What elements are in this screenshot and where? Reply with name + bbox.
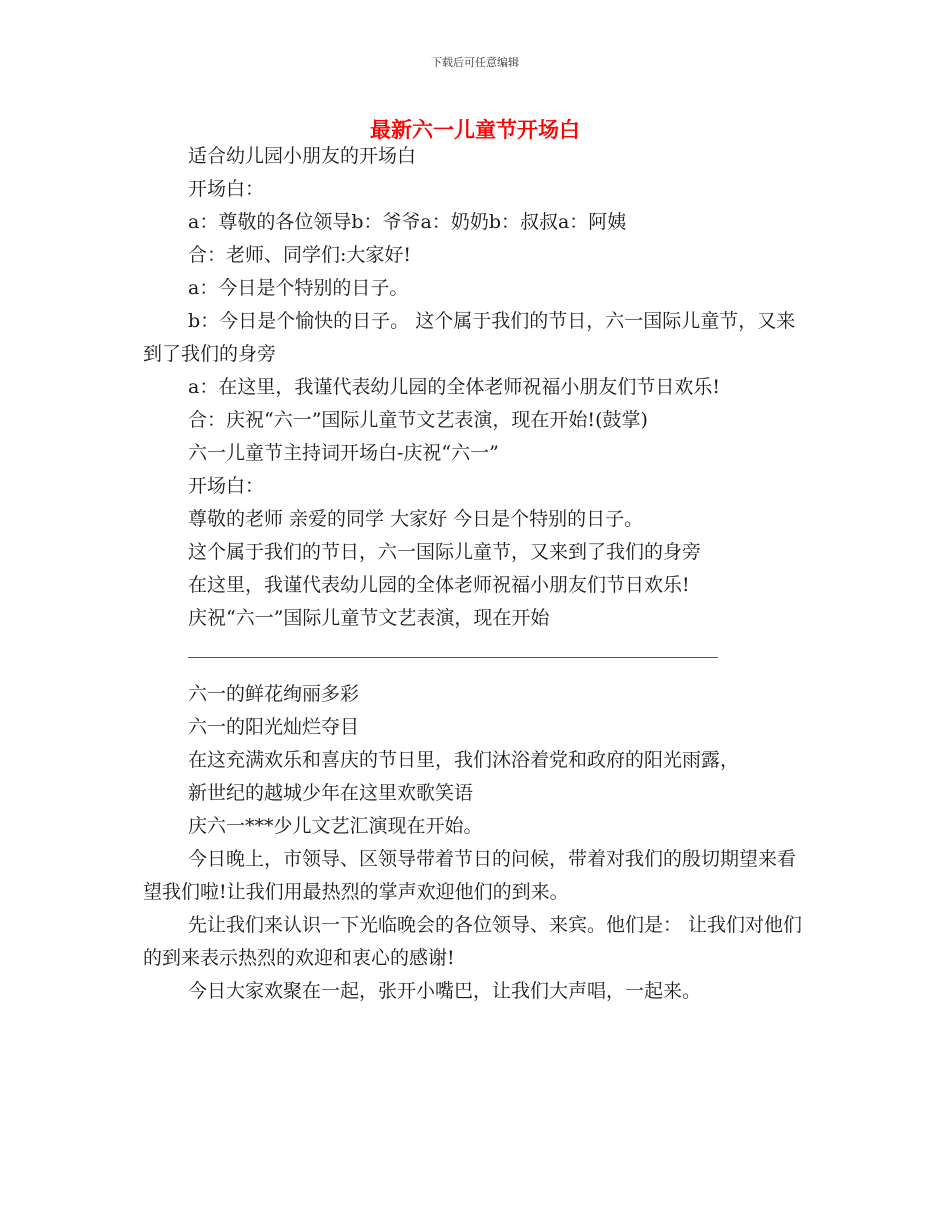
paragraph: 六一的鲜花绚丽多彩 [188,683,360,705]
header-note: 下载后可任意编辑 [431,56,519,69]
paragraph: a：尊敬的各位领导b：爷爷a：奶奶b：叔叔a：阿姨 [188,211,627,233]
paragraph: 先让我们来认识一下光临晚会的各位领导、来宾。他们是： 让我们对他们的到来表示热烈的欢迎和衷心的感谢! [143,914,803,969]
paragraph: 六一儿童节主持词开场白-庆祝“六一” [188,442,499,464]
paragraph: b：今日是个愉快的日子。 这个属于我们的节日，六一国际儿童节，又来到了我们的身旁 [143,310,796,365]
paragraph: 适合幼儿园小朋友的开场白 [188,145,417,167]
paragraph: a：今日是个特别的日子。 [188,277,409,299]
paragraph: 尊敬的老师 亲爱的同学 大家好 今日是个特别的日子。 [188,508,644,530]
paragraph: 合：庆祝“六一”国际儿童节文艺表演，现在开始!(鼓掌) [188,409,648,431]
paragraph: 合：老师、同学们:大家好! [188,244,412,266]
document-title: 最新六一儿童节开场白 [370,118,580,142]
paragraph: 在这充满欢乐和喜庆的节日里，我们沐浴着党和政府的阳光雨露， [188,749,740,771]
paragraph: a：在这里，我谨代表幼儿园的全体老师祝福小朋友们节日欢乐! [188,376,720,398]
paragraph: 开场白： [188,178,265,200]
section-divider [188,657,718,658]
document-body [143,140,808,1008]
paragraph: 庆六一***少儿文艺汇演现在开始。 [188,815,483,837]
paragraph: 在这里，我谨代表幼儿园的全体老师祝福小朋友们节日欢乐! [188,574,690,596]
paragraph: 开场白： [188,475,265,497]
paragraph: 新世纪的越城少年在这里欢歌笑语 [188,782,474,804]
paragraph: 这个属于我们的节日，六一国际儿童节，又来到了我们的身旁 [188,541,702,563]
paragraph: 六一的阳光灿烂夺目 [188,716,360,738]
paragraph: 今日晚上，市领导、区领导带着节日的问候，带着对我们的殷切期望来看望我们啦!让我们用最热烈的掌声欢迎他们的到来。 [143,848,797,903]
paragraph: 庆祝“六一”国际儿童节文艺表演，现在开始 [188,607,550,629]
paragraph: 今日大家欢聚在一起，张开小嘴巴，让我们大声唱，一起来。 [188,980,702,1002]
